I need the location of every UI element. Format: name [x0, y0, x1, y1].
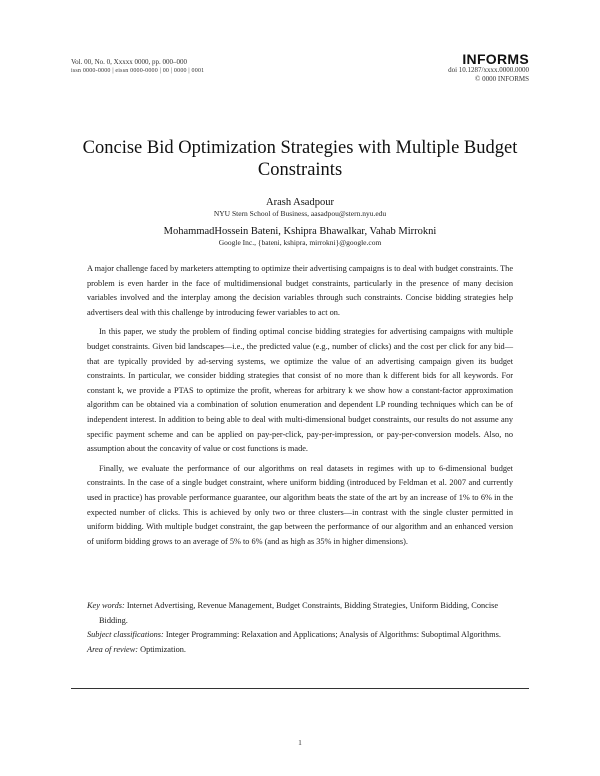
keywords-text: Internet Advertising, Revenue Management, Budget Constraints, Bidding Strategies, Uniform Bidding, Concise Bidding.: [99, 601, 499, 625]
author-name: Arash Asadpour: [266, 197, 334, 208]
author-affiliation: Google Inc., {bateni, kshipra, mirrokni}@google.com: [218, 238, 382, 247]
informs-logo: INFORMS: [462, 51, 529, 67]
copyright-line: © 0000 INFORMS: [475, 75, 529, 83]
section-divider: [71, 688, 529, 689]
author-affiliation: NYU Stern School of Business, aasadpou@stern.nyu.edu: [213, 209, 387, 218]
author-block-2: [60, 225, 540, 248]
abstract: [87, 262, 513, 554]
doi-line: doi 10.1287/xxxx.0000.0000: [448, 66, 529, 74]
abstract-paragraph: Finally, we evaluate the performance of our algorithms on real datasets in regimes with up to 6-dimensional budget constraints. In the case of a single budget constraint, where uniform bidding (introduced by Feldman et al. 2007 and currently used in practice) has provable performance guarantee, our algorithm beats the state of the art by an increase of 1% to 6% in the expected number of clicks. This is achieved by only two or three clusters—in contrast with the single cluster permitted in uniform bidding. With multiple budget constraint, the gap between the performance of our algorithm and an enhanced version of uniform bidding grows to an average of 5% to 6% (and as high as 35% in higher dimensions).: [87, 463, 513, 546]
abstract-paragraph: In this paper, we study the problem of finding optimal concise bidding strategies for advertising campaigns with multiple budget constraints. Given bid landscapes—i.e., the predicted value (e.g., number of clicks) and the cost per click for any bid—that are typically provided by ad-serving systems, we optimize the value of an advertising campaign given its budget constraints. In particular, we consider bidding strategies that consist of no more than k different bids for all keywords. For constant k, we provide a PTAS to optimize the profit, whereas for arbitrary k we show how a constant-factor approximation algorithm can be obtained via a combination of solution enumeration and dependent LP rounding techniques which can be of independent interest. In addition to being able to deal with multi-dimensional budget constraints, our results do not assume any specific payment scheme and can be applied on pay-per-click, pay-per-impression, or pay-per-conversion models. Also, no assumption about the concavity of value or cost functions is made.: [87, 327, 513, 454]
page-number: 1: [298, 738, 302, 747]
area-row: Area of review: Optimization.: [87, 644, 186, 654]
author-block-1: [60, 196, 540, 219]
abstract-paragraph: A major challenge faced by marketers attempting to optimize their advertising campaigns is to deal with budget constraints. The problem is even harder in the face of multidimensional budget constraints, particularly in the presence of many decision variables involved and the interplay among the decision variables through such constraints. Concise bidding strategies help advertisers deal with this challenge by introducing fewer variables to act on.: [87, 264, 513, 317]
subject-row: Subject classifications: Integer Programming: Relaxation and Applications; Analysis of Algorithms: Suboptimal Algorithms.: [87, 630, 501, 640]
journal-header: [71, 58, 204, 76]
area-text: Optimization.: [140, 644, 186, 654]
subject-label: Subject classifications: [87, 630, 161, 640]
subject-text: Integer Programming: Relaxation and Applications; Analysis of Algorithms: Suboptimal Algorithms.: [165, 630, 501, 640]
area-label: Area of review: [87, 644, 136, 654]
author-names: MohammadHossein Bateni, Kshipra Bhawalkar, Vahab Mirrokni: [163, 226, 437, 237]
paper-title: Concise Bid Optimization Strategies with Multiple Budget Constraints: [82, 138, 518, 180]
keywords-row: Key words: Internet Advertising, Revenue Management, Budget Constraints, Bidding Strategies, Uniform Bidding, Concise Bidding.: [87, 601, 499, 625]
publisher-header: [448, 52, 529, 84]
paper-metadata: [87, 599, 513, 657]
issn-line: issn 0000-0000 | eissn 0000-0000 | 00 | 0000 | 0001: [71, 68, 205, 74]
keywords-label: Key words: [87, 601, 122, 610]
journal-volume-line: Vol. 00, No. 0, Xxxxx 0000, pp. 000–000: [71, 58, 187, 66]
